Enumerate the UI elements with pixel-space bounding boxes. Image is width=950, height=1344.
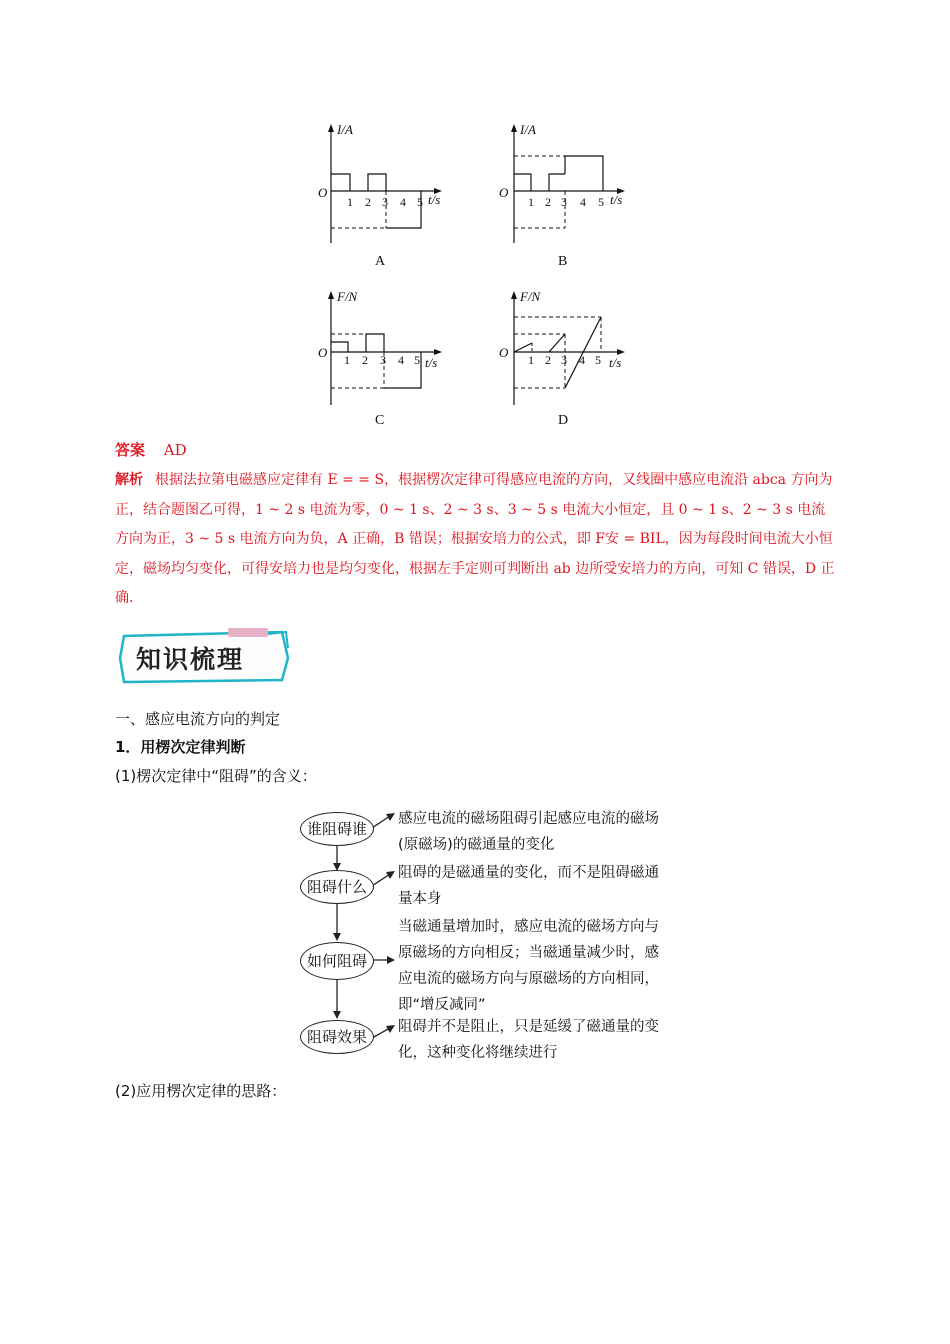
graph-c-tick-2: 2 [362, 353, 368, 367]
graph-b-caption: B [558, 254, 568, 269]
graph-b-origin: O [499, 185, 509, 200]
graph-c-tick-1: 1 [344, 353, 350, 367]
graph-d-tick-1: 1 [528, 353, 534, 367]
flow-node-effect: 阻碍效果 [300, 1020, 374, 1054]
graph-a-ylabel: I/A [337, 122, 353, 137]
graph-c-ylabel: F/N [337, 289, 358, 304]
graph-b-tick-1: 1 [528, 195, 534, 209]
graph-c-tick-3: 3 [380, 353, 386, 367]
section-item1: (1)楞次定律中“阻碍”的含义： [115, 767, 317, 785]
graph-b-tick-2: 2 [545, 195, 551, 209]
graph-d-tick-2: 2 [545, 353, 551, 367]
flow-text-what: 阻碍的是磁通量的变化，而不是阻碍磁通量本身 [398, 865, 659, 907]
graph-b-ylabel: I/A [520, 122, 536, 137]
flow-text-how: 当磁通量增加时，感应电流的磁场方向与原磁场的方向相反；当磁通量减少时，感应电流的磁场方向与原磁场的方向相同，即“增反减同” [398, 919, 659, 1013]
graph-c-tick-4: 4 [398, 353, 404, 367]
graph-a-tick-4: 4 [400, 195, 406, 209]
graph-a-tick-1: 1 [347, 195, 353, 209]
graph-d-xlabel: t/s [609, 355, 622, 370]
flow-node-how: 如何阻碍 [300, 942, 374, 980]
graph-b-tick-5: 5 [598, 195, 604, 209]
graph-a-tick-3: 3 [382, 195, 388, 209]
graph-a-origin: O [318, 185, 328, 200]
graph-d-origin: O [499, 345, 509, 360]
flow-node-what: 阻碍什么 [300, 870, 374, 904]
graph-d-tick-5: 5 [595, 353, 601, 367]
graph-b-tick-3: 3 [561, 195, 567, 209]
graph-a-caption: A [375, 254, 386, 269]
banner-title: 知识梳理 [136, 645, 245, 674]
section-heading: 一、感应电流方向的判定 [115, 710, 281, 728]
graph-d-caption: D [558, 413, 569, 428]
graph-a-tick-2: 2 [365, 195, 371, 209]
graph-d-tick-4: 4 [579, 353, 585, 367]
flow-text-effect: 阻碍并不是阻止，只是延缓了磁通量的变化，这种变化将继续进行 [398, 1019, 659, 1061]
flow-text-who: 感应电流的磁场阻碍引起感应电流的磁场(原磁场)的磁通量的变化 [398, 811, 659, 853]
graph-a-xlabel: t/s [428, 192, 441, 207]
graph-d-ylabel: F/N [520, 289, 541, 304]
analysis-label: 解析 [115, 472, 143, 488]
answer-value: AD [163, 441, 187, 459]
graph-b-xlabel: t/s [610, 192, 623, 207]
graph-c-origin: O [318, 345, 328, 360]
section-item2: (2)应用楞次定律的思路： [115, 1082, 287, 1100]
graph-d-tick-3: 3 [561, 353, 567, 367]
analysis-text: 根据法拉第电磁感应定律有 E = = S，根据楞次定律可得感应电流的方向，又线圈中感应电流沿 abca 方向为正，结合题图乙可得，1 ~ 2 s 电流为零，0 ~ 1 s、2 ~ 3 s、3 ~ 5 s 电流大小恒定，且 0 ~ 1 s、2 ~ 3 s 电流方向为正，3 ~ 5 s 电流方向为负，A 正确，B 错误；根据安培力的公式，即 F安 = BIL，因为每段时间电流大小恒定，磁场均匀变化，可得安培力也是均匀变化，根据左手定则可判断出 ab 边所受安培力的方向，可知 C 错误，D 正确. [115, 472, 835, 606]
graph-a-tick-5: 5 [417, 195, 423, 209]
graph-c-caption: C [375, 413, 385, 428]
section-sub1: 1．用楞次定律判断 [115, 738, 246, 756]
flow-node-who: 谁阻碍谁 [300, 812, 374, 846]
graph-c-xlabel: t/s [425, 355, 438, 370]
graph-c-tick-5: 5 [414, 353, 420, 367]
answer-label: 答案 [115, 441, 146, 459]
graph-b-tick-4: 4 [580, 195, 586, 209]
